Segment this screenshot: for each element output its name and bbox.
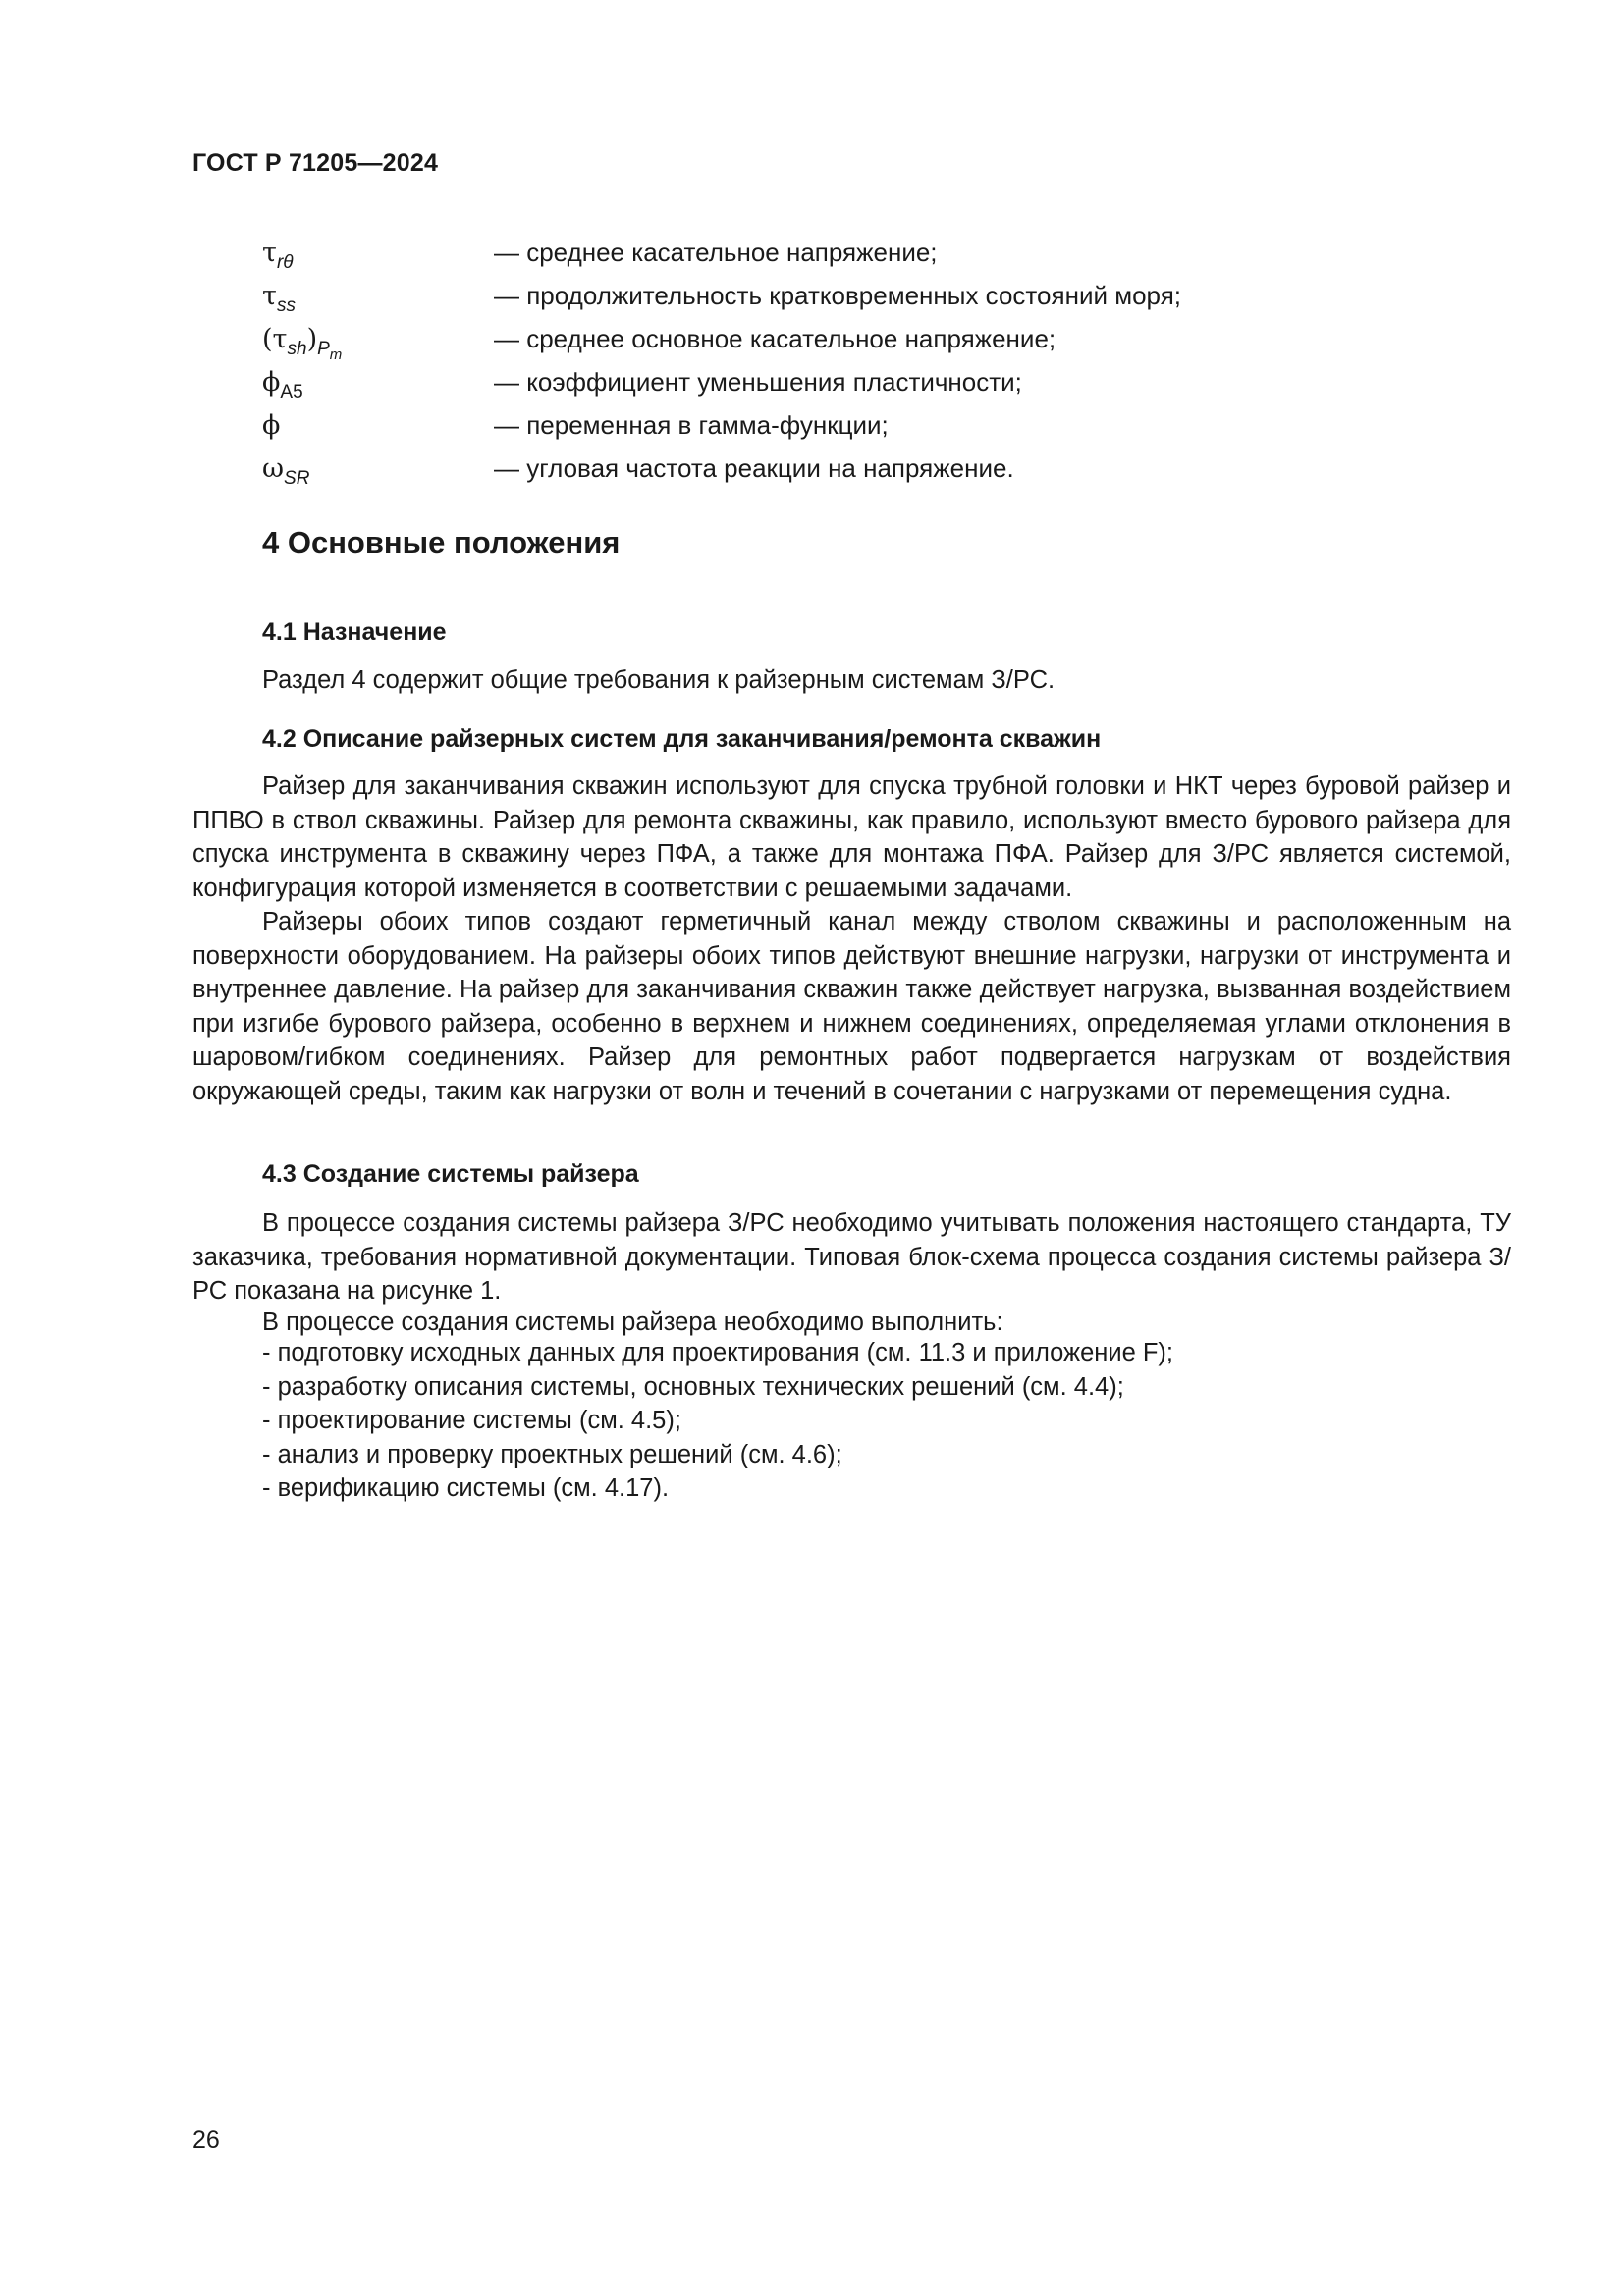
list-item: - верификацию системы (см. 4.17). xyxy=(262,1474,670,1502)
section-4-2-body xyxy=(192,770,1511,1108)
symbol: $\tau_{ss}$ xyxy=(262,281,296,316)
list-item: - анализ и проверку проектных решений (см. 4.6); xyxy=(262,1440,842,1468)
list-item: - проектирование системы (см. 4.5); xyxy=(262,1407,681,1434)
symbol-description: — среднее основное касательное напряжение; xyxy=(494,324,1056,353)
symbol-row xyxy=(262,454,1539,497)
page-number: 26 xyxy=(192,2126,220,2154)
symbol-row xyxy=(262,281,1539,324)
symbol: $\phi_{A5}$ xyxy=(262,367,303,402)
symbol: $\omega_{SR}$ xyxy=(262,454,310,489)
section-4-1-text: Раздел 4 содержит общие требования к райзерным системам З/РС. xyxy=(262,667,1056,694)
section-4-3-list xyxy=(262,1336,1173,1506)
section-4-heading: 4 Основные положения xyxy=(262,525,621,560)
paragraph: В процессе создания системы райзера З/РС необходимо учитывать положения настоящего стандарта, ТУ заказчика, требования нормативной документации. Типовая блок-схема процесса создания системы райзера З/РС показана на рисунке 1. xyxy=(192,1209,1511,1305)
list-item: - подготовку исходных данных для проектирования (см. 11.3 и приложение F); xyxy=(262,1339,1174,1366)
symbol-description: — переменная в гамма-функции; xyxy=(494,410,889,440)
symbol-description: — угловая частота реакции на напряжение. xyxy=(494,454,1014,483)
section-4-3-list-intro: В процессе создания системы райзера необходимо выполнить: xyxy=(262,1308,1003,1336)
symbol-description: — коэффициент уменьшения пластичности; xyxy=(494,367,1022,397)
document-header-id: ГОСТ Р 71205—2024 xyxy=(192,149,439,177)
symbol-description: — продолжительность кратковременных состояний моря; xyxy=(494,281,1182,310)
symbol-row xyxy=(262,367,1539,410)
symbol: ϕ xyxy=(262,410,281,441)
symbol-row xyxy=(262,324,1539,367)
symbol: $\tau_{r\theta}$ xyxy=(262,238,294,273)
section-4-3-body xyxy=(192,1206,1511,1308)
section-4-2-heading: 4.2 Описание райзерных систем для заканчивания/ремонта скважин xyxy=(262,725,1102,753)
symbol-row xyxy=(262,238,1539,281)
symbol-list xyxy=(262,238,1539,497)
list-item: - разработку описания системы, основных технических решений (см. 4.4); xyxy=(262,1372,1124,1401)
paragraph: Райзер для заканчивания скважин используют для спуска трубной головки и НКТ через буровой райзер и ППВО в ствол скважины. Райзер для ремонта скважины, как правило, используют вместо бурового райзера для спуска инструмента в скважину через ПФА, а также для монтажа ПФА. Райзер для З/РС является системой, конфигурация которой изменяется в соответствии с решаемыми задачами. xyxy=(192,773,1511,902)
section-4-1-heading: 4.1 Назначение xyxy=(262,618,447,646)
section-4-3-heading: 4.3 Создание системы райзера xyxy=(262,1160,639,1188)
paragraph: Райзеры обоих типов создают герметичный канал между стволом скважины и расположенным на поверхности оборудованием. На райзеры обоих типов действуют внешние нагрузки, нагрузки от инструмента и внутреннее давление. На райзер для заканчивания скважин также действует нагрузка, вызванная воздействием при изгибе бурового райзера, особенно в верхнем и нижнем соединениях, определяемая углами отклонения в шаровом/гибком соединениях. Райзер для ремонтных работ подвергается нагрузкам от воздействия окружающей среды, таким как нагрузки от волн и течений в сочетании с нагрузками от перемещения судна. xyxy=(192,908,1511,1105)
symbol-row xyxy=(262,410,1539,454)
symbol-description: — среднее касательное напряжение; xyxy=(494,238,938,267)
symbol: $(\tau_{sh})_{P_m}$ xyxy=(262,324,343,363)
